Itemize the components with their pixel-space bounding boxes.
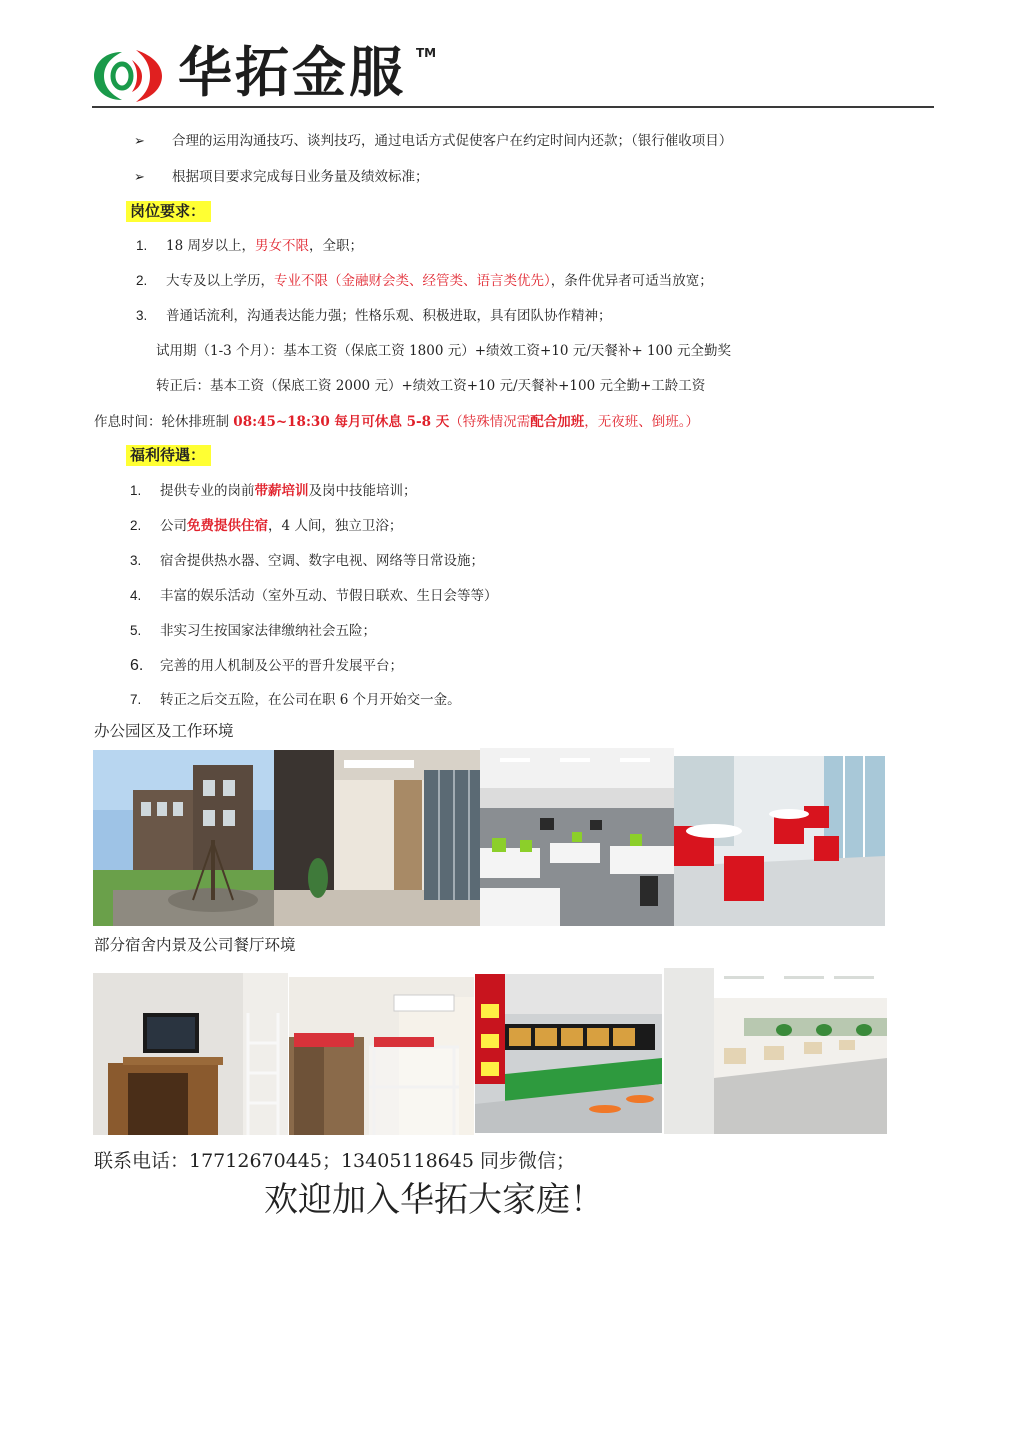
benefit-item: 1. 提供专业的岗前带薪培训及岗中技能培训； (130, 483, 417, 499)
dorm-photos-caption: 部分宿舍内景及公司餐厅环境 (94, 936, 296, 954)
benefit-item: 7. 转正之后交五险，在公司在职 6 个月开始交一金。 (130, 692, 461, 708)
company-logo-text: 华拓金服 (178, 41, 406, 104)
bullet-arrow-icon: ➢ (134, 134, 145, 149)
requirement-item: 2. 大专及以上学历，专业不限（金融财会类、经管类、语言类优先），条件优异者可适当放宽； (136, 273, 713, 289)
canteen-counter-photo (475, 974, 662, 1133)
header-divider (92, 106, 934, 108)
benefit-item: 2. 公司免费提供住宿，4 人间，独立卫浴； (130, 518, 403, 534)
salary-regular: 转正后：基本工资（保底工资 2000 元）+绩效工资+10 元/天餐补+100 元全勤+工龄工资 (156, 378, 706, 394)
contact-phone: 联系电话：17712670445；13405118645 同步微信； (94, 1150, 575, 1172)
benefit-item: 5. 非实习生按国家法律缴纳社会五险； (130, 623, 376, 639)
office-workspace-photo (480, 748, 674, 926)
office-lobby-photo (274, 750, 480, 926)
benefit-item: 6. 完善的用人机制及公平的晋升发展平台； (130, 657, 403, 674)
duty-text: 合理的运用沟通技巧、谈判技巧，通过电话方式促使客户在约定时间内还款；（银行催收项目） (172, 133, 733, 149)
company-logo-icon (92, 46, 168, 104)
bullet-arrow-icon: ➢ (134, 170, 145, 185)
dorm-room-photo (93, 973, 288, 1135)
duty-item (134, 167, 429, 188)
office-park-photo (93, 750, 274, 926)
benefit-item: 4. 丰富的娱乐活动（室外互动、节假日联欢、生日会等等） (130, 588, 498, 604)
trademark-mark: TM (416, 46, 437, 60)
office-photos-caption: 办公园区及工作环境 (94, 722, 234, 740)
dorm-bunk-photo (289, 977, 474, 1135)
benefit-item: 3. 宿舍提供热水器、空调、数字电视、网络等日常设施； (130, 553, 484, 569)
requirement-item: 1. 18 周岁以上，男女不限，全职； (136, 238, 363, 254)
canteen-dining-photo (664, 968, 887, 1134)
office-lounge-photo (674, 756, 885, 926)
duty-item (134, 131, 732, 152)
benefits-heading: 福利待遇： (126, 444, 211, 466)
welcome-slogan: 欢迎加入华拓大家庭！ (264, 1180, 604, 1220)
salary-probation: 试用期（1-3 个月）：基本工资（保底工资 1800 元）+绩效工资+10 元/天餐补+ 100 元全勤奖 (156, 343, 732, 359)
duty-text: 根据项目要求完成每日业务量及绩效标准； (172, 169, 429, 185)
requirements-heading: 岗位要求： (126, 200, 211, 222)
work-schedule: 作息时间：轮休排班制 08:45~18:30 每月可休息 5-8 天（特殊情况需配合加班，无夜班、倒班。） (94, 414, 699, 430)
requirement-item: 3. 普通话流利，沟通表达能力强；性格乐观、积极进取，具有团队协作精神； (136, 308, 612, 324)
